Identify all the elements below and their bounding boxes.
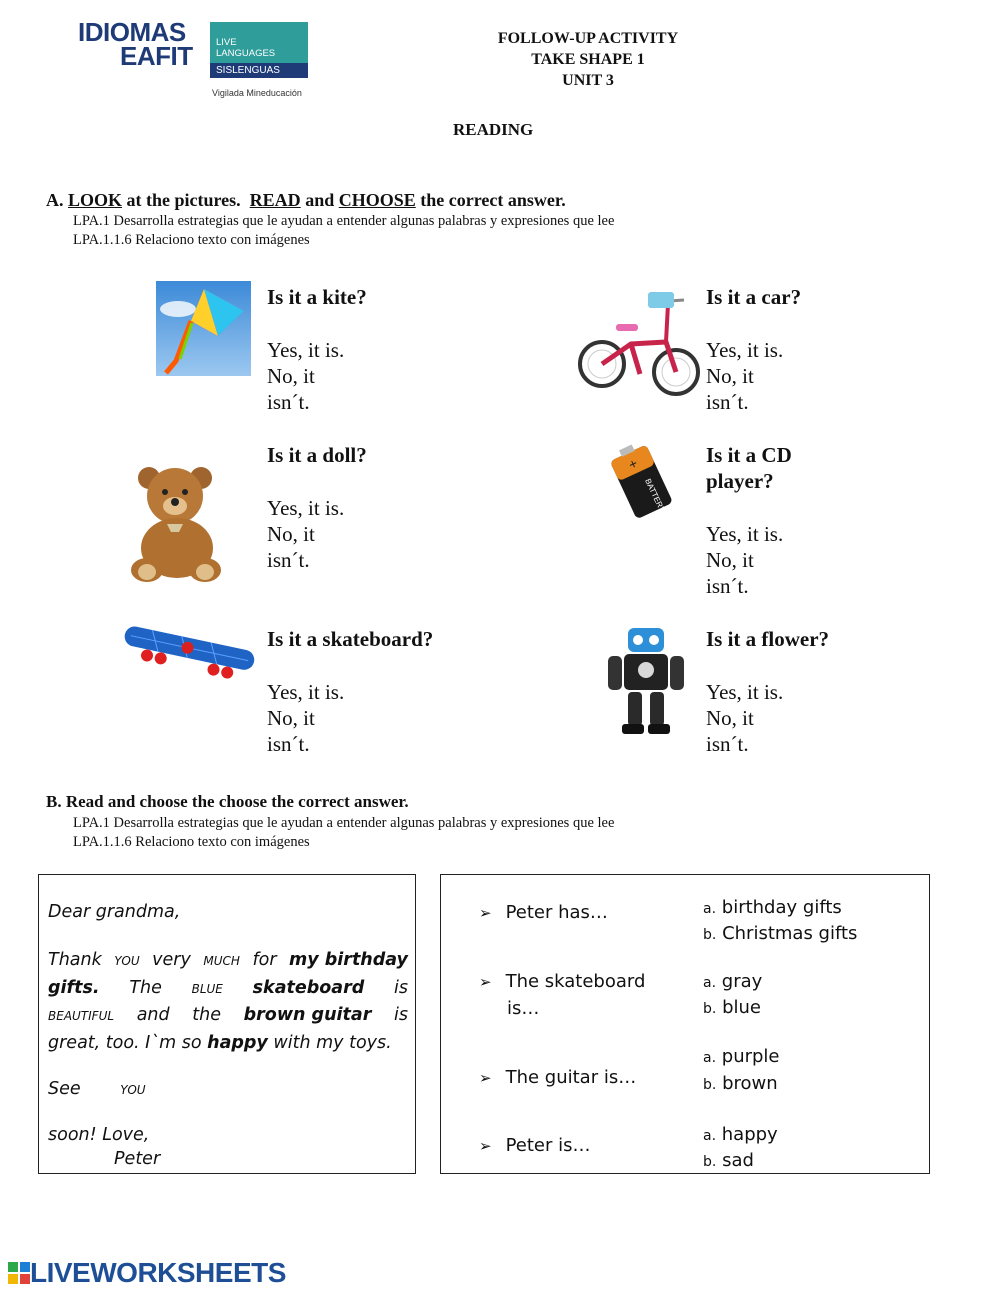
arrow-icon: ➢ — [479, 973, 492, 991]
option-text: happy — [721, 1124, 778, 1145]
option-b-2b[interactable] — [703, 995, 761, 1022]
question-2: Is it a car? — [706, 285, 802, 309]
letter-text: beautiful — [48, 1005, 115, 1025]
option-b-3a[interactable] — [703, 1044, 780, 1071]
teddy-bear-image — [127, 466, 227, 586]
option-b-4a[interactable] — [703, 1122, 778, 1149]
questions-box — [440, 874, 930, 1174]
option-text: purple — [721, 1046, 780, 1067]
option-no-5[interactable]: No, it — [267, 706, 315, 730]
option-letter: a. — [703, 901, 717, 917]
battery-label: BATTERY — [643, 477, 667, 514]
option-no-1-cont[interactable]: isn´t. — [267, 390, 310, 414]
logo-box-line1: LIVE — [216, 37, 237, 48]
institution-logo — [78, 17, 193, 71]
letter-bold: my birthday — [289, 950, 408, 970]
option-letter: b. — [703, 1001, 717, 1017]
section-a-choose: CHOOSE — [338, 190, 416, 210]
logo-line2: EAFIT — [120, 41, 193, 71]
option-no-4-cont[interactable]: isn´t. — [706, 574, 749, 598]
header-book: TAKE SHAPE 1 — [531, 51, 645, 68]
letter-text: is — [394, 978, 408, 998]
letter-bold: happy — [207, 1033, 268, 1053]
letter-text: The — [129, 978, 162, 998]
option-letter: b. — [703, 927, 717, 943]
letter-line-2 — [48, 975, 408, 1003]
question-1: Is it a kite? — [267, 285, 367, 309]
logo-box-line3: SISLENGUAS — [210, 63, 308, 78]
option-text: birthday gifts — [721, 897, 842, 918]
letter-bold: gifts. — [48, 978, 100, 998]
robot-image — [604, 624, 688, 738]
option-b-2a[interactable] — [703, 969, 762, 996]
letter-text: Thank — [48, 950, 102, 970]
option-letter: a. — [703, 1050, 717, 1066]
logo-line1: IDIOMAS — [78, 17, 186, 47]
option-no-3[interactable]: No, it — [267, 522, 315, 546]
section-a-mid2: and — [305, 190, 335, 210]
letter-soon: soon! Love, — [48, 1125, 150, 1145]
section-b-title: B. Read and choose the choose the correct answer. — [46, 792, 409, 811]
section-heading: READING — [453, 120, 534, 139]
option-yes-4[interactable]: Yes, it is. — [706, 522, 784, 546]
letter-text: very — [152, 950, 191, 970]
option-letter: b. — [703, 1077, 717, 1093]
letter-bold: brown guitar — [243, 1005, 372, 1025]
logo-box-line2: LANGUAGES — [216, 48, 276, 59]
question-b-3 — [479, 1064, 636, 1092]
question-b-text: Peter is… — [505, 1135, 591, 1156]
letter-text: great, too. I`m so — [48, 1033, 202, 1053]
section-a-mid1: at the pictures. — [126, 190, 241, 210]
battery-image — [601, 440, 681, 522]
liveworksheets-logo-icon — [8, 1262, 30, 1284]
option-no-6[interactable]: No, it — [706, 706, 754, 730]
option-b-4b[interactable] — [703, 1148, 754, 1175]
option-no-2-cont[interactable]: isn´t. — [706, 390, 749, 414]
arrow-icon: ➢ — [479, 1137, 492, 1155]
option-yes-3[interactable]: Yes, it is. — [267, 496, 345, 520]
bicycle-image — [576, 284, 700, 404]
arrow-icon: ➢ — [479, 904, 492, 922]
section-b-lpa1: LPA.1 Desarrolla estrategias que le ayudan a entender algunas palabras y expresiones que lee — [73, 815, 615, 831]
letter-box — [38, 874, 416, 1174]
section-a-lpa1: LPA.1 Desarrolla estrategias que le ayudan a entender algunas palabras y expresiones que lee — [73, 213, 615, 229]
option-yes-2[interactable]: Yes, it is. — [706, 338, 784, 362]
question-b-1 — [479, 899, 608, 927]
option-text: sad — [722, 1150, 754, 1171]
section-a-lpa2: LPA.1.1.6 Relaciono texto con imágenes — [73, 232, 310, 248]
section-a-suffix: the correct answer. — [420, 190, 566, 210]
letter-see — [48, 1076, 146, 1104]
letter-text: you — [120, 1079, 146, 1099]
letter-line-1 — [48, 947, 408, 975]
kite-image — [156, 281, 251, 376]
letter-text: blue — [191, 978, 223, 998]
section-a-title — [46, 190, 566, 211]
option-b-1a[interactable] — [703, 895, 842, 922]
section-a-look: LOOK — [68, 190, 123, 210]
header-unit: UNIT 3 — [562, 72, 614, 89]
option-yes-6[interactable]: Yes, it is. — [706, 680, 784, 704]
option-text: blue — [722, 997, 761, 1018]
liveworksheets-brand[interactable]: LIVEWORKSHEETS — [30, 1257, 286, 1288]
arrow-icon: ➢ — [479, 1069, 492, 1087]
option-no-1[interactable]: No, it — [267, 364, 315, 388]
option-no-6-cont[interactable]: isn´t. — [706, 732, 749, 756]
question-b-4 — [479, 1132, 591, 1160]
letter-line-3 — [48, 1002, 408, 1030]
option-yes-1[interactable]: Yes, it is. — [267, 338, 345, 362]
skateboard-image — [118, 622, 258, 688]
option-no-3-cont[interactable]: isn´t. — [267, 548, 310, 572]
question-b-2 — [479, 968, 645, 996]
letter-text: is — [393, 1005, 408, 1025]
question-6: Is it a flower? — [706, 627, 830, 651]
option-text: Christmas gifts — [722, 923, 858, 944]
question-4-line1: Is it a CD — [706, 443, 792, 467]
letter-line-4 — [48, 1030, 392, 1058]
option-letter: a. — [703, 1128, 717, 1144]
letter-text: See — [48, 1079, 81, 1099]
section-b-lpa2: LPA.1.1.6 Relaciono texto con imágenes — [73, 834, 310, 850]
option-no-5-cont[interactable]: isn´t. — [267, 732, 310, 756]
letter-text: with my toys. — [273, 1033, 392, 1053]
letter-text: for — [252, 950, 277, 970]
option-text: gray — [721, 971, 763, 992]
option-letter: b. — [703, 1154, 717, 1170]
section-a-read: READ — [249, 190, 301, 210]
svg-text:+: + — [625, 454, 641, 473]
question-4-line2: player? — [706, 469, 774, 493]
letter-text: and — [136, 1005, 170, 1025]
letter-greeting: Dear grandma, — [48, 902, 181, 922]
question-b-text: The skateboard — [505, 971, 646, 992]
letter-text: you — [114, 950, 140, 970]
question-b-2-cont: is… — [507, 998, 540, 1019]
letter-text: much — [203, 950, 240, 970]
option-b-1b[interactable] — [703, 921, 857, 948]
option-no-4[interactable]: No, it — [706, 548, 754, 572]
logo-box — [210, 22, 308, 78]
header-activity: FOLLOW-UP ACTIVITY — [497, 30, 679, 47]
letter-bold: skateboard — [252, 978, 365, 998]
option-yes-5[interactable]: Yes, it is. — [267, 680, 345, 704]
logo-tagline: Vigilada Mineducación — [212, 88, 302, 98]
section-a-prefix: A. — [46, 190, 64, 210]
option-text: brown — [722, 1073, 778, 1094]
question-5: Is it a skateboard? — [267, 627, 434, 651]
question-3: Is it a doll? — [267, 443, 367, 467]
letter-text: the — [192, 1005, 221, 1025]
question-b-text: Peter has… — [505, 902, 608, 923]
option-letter: a. — [703, 975, 717, 991]
option-no-2[interactable]: No, it — [706, 364, 754, 388]
question-b-text: The guitar is… — [505, 1067, 637, 1088]
letter-signature: Peter — [114, 1149, 161, 1169]
option-b-3b[interactable] — [703, 1071, 778, 1098]
